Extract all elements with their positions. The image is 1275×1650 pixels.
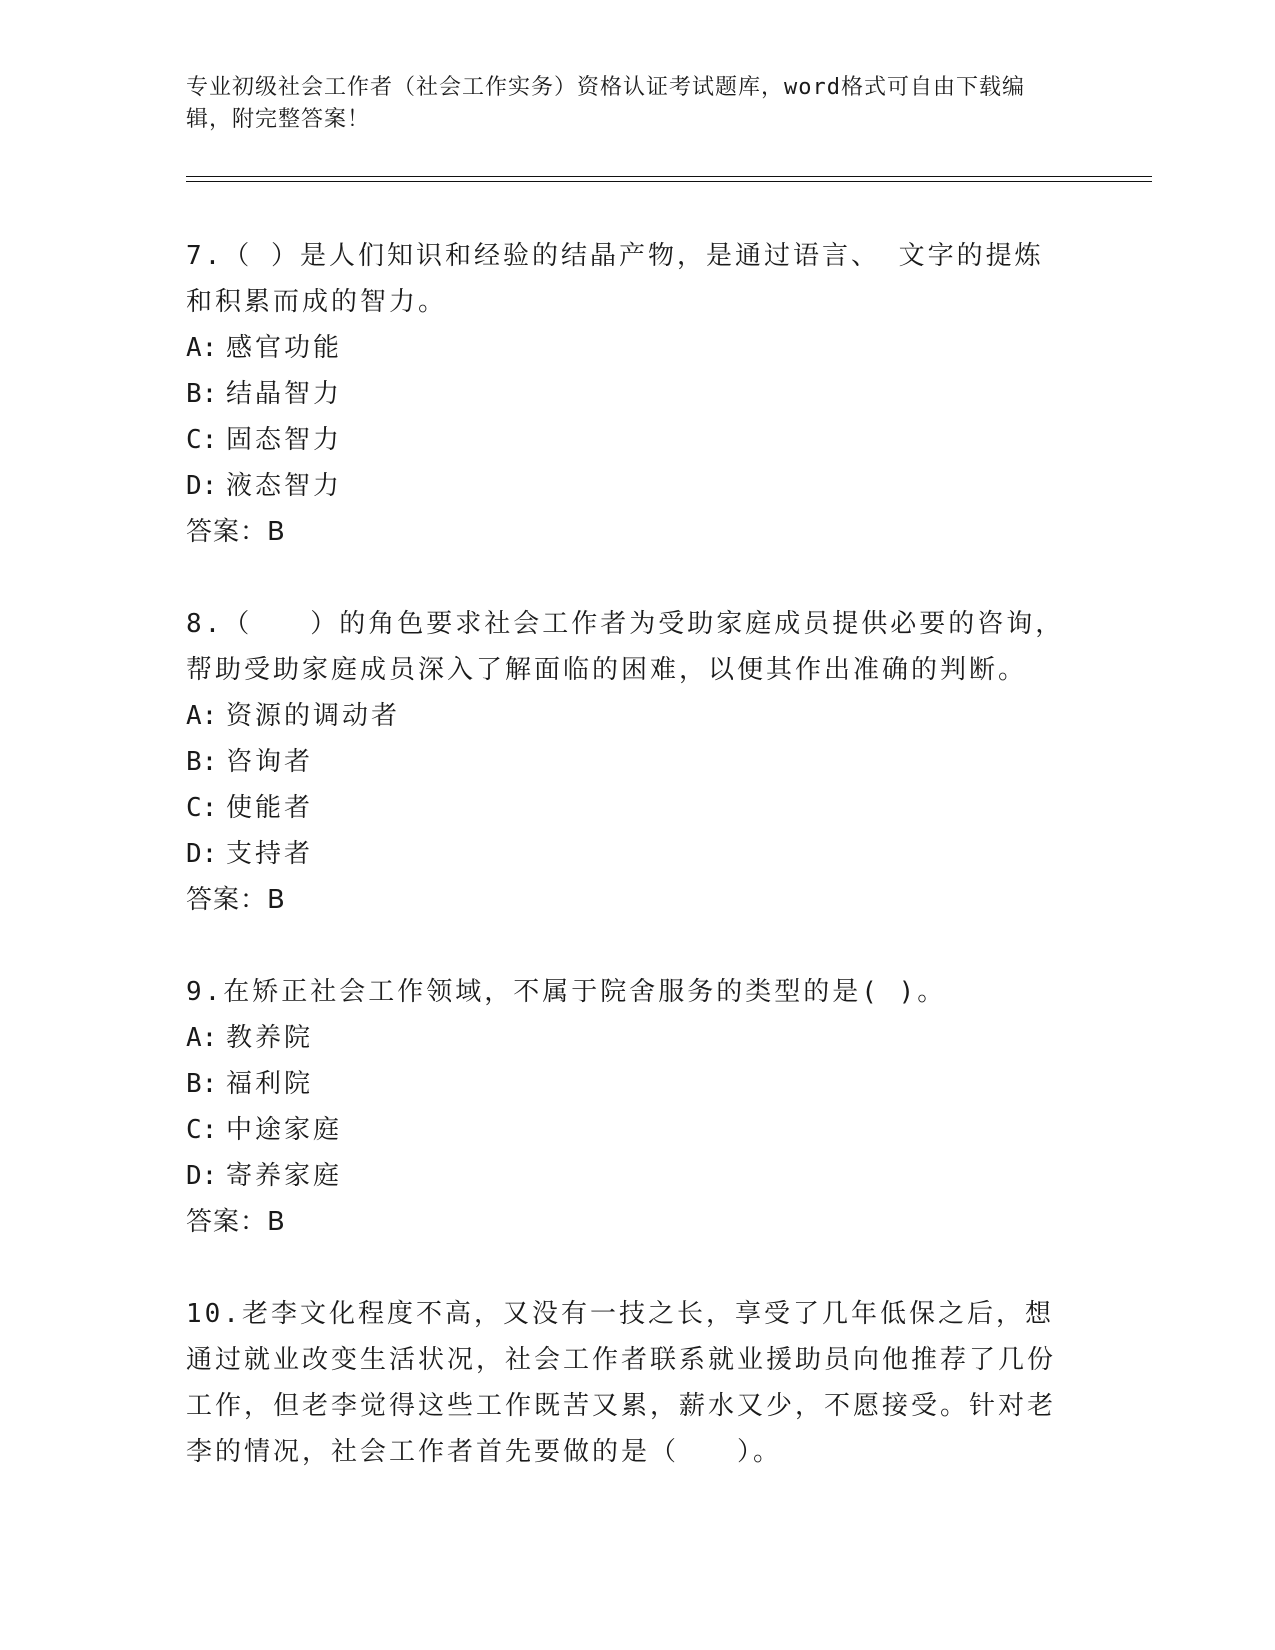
question-stem: 10.老李文化程度不高，又没有一技之长，享受了几年低保之后，想通过就业改变生活状况，社会工作者联系就业援助员向他推荐了几份工作，但老李觉得这些工作既苦又累，薪水又少，不愿接受。针对老李的情况，社会工作者首先要做的是（ ）。 bbox=[186, 1299, 1057, 1467]
option-letter: A: bbox=[186, 1023, 218, 1053]
option-text: 中途家庭 bbox=[226, 1115, 343, 1145]
question-10 bbox=[186, 1291, 1066, 1475]
option-letter: C: bbox=[186, 425, 218, 455]
option-text: 固态智力 bbox=[226, 425, 343, 455]
option-text: 使能者 bbox=[226, 793, 314, 823]
option-letter: A: bbox=[186, 701, 218, 731]
option-c bbox=[186, 785, 1066, 831]
question-stem: 8.（ ）的角色要求社会工作者为受助家庭成员提供必要的咨询，帮助受助家庭成员深入了解面临的困难，以便其作出准确的判断。 bbox=[186, 609, 1065, 685]
option-text: 资源的调动者 bbox=[226, 701, 401, 731]
option-d bbox=[186, 463, 1066, 509]
option-letter: A: bbox=[186, 333, 218, 363]
option-letter: D: bbox=[186, 471, 218, 501]
question-8 bbox=[186, 601, 1066, 969]
option-letter: D: bbox=[186, 839, 218, 869]
question-9 bbox=[186, 969, 1066, 1291]
question-spacer bbox=[186, 1245, 1066, 1291]
question-stem: 7.（ ）是人们知识和经验的结晶产物，是通过语言、 文字的提炼和积累而成的智力。 bbox=[186, 241, 1044, 317]
option-a bbox=[186, 325, 1066, 371]
question-stem: 9.在矫正社会工作领域，不属于院舍服务的类型的是( )。 bbox=[186, 977, 947, 1007]
question-spacer bbox=[186, 555, 1066, 601]
option-b bbox=[186, 1061, 1066, 1107]
option-b bbox=[186, 739, 1066, 785]
option-b bbox=[186, 371, 1066, 417]
answer-line: 答案：B bbox=[186, 517, 286, 547]
answer-line: 答案：B bbox=[186, 1207, 286, 1237]
option-a bbox=[186, 1015, 1066, 1061]
header-rule-bottom bbox=[186, 181, 1152, 182]
option-text: 支持者 bbox=[226, 839, 314, 869]
option-letter: B: bbox=[186, 379, 218, 409]
option-letter: B: bbox=[186, 747, 218, 777]
option-d bbox=[186, 831, 1066, 877]
option-c bbox=[186, 417, 1066, 463]
option-text: 教养院 bbox=[226, 1023, 314, 1053]
question-list bbox=[186, 233, 1066, 1475]
option-text: 寄养家庭 bbox=[226, 1161, 343, 1191]
document-header: 专业初级社会工作者（社会工作实务）资格认证考试题库，word格式可自由下载编辑，附完整答案！ bbox=[186, 75, 1025, 132]
question-spacer bbox=[186, 923, 1066, 969]
option-letter: C: bbox=[186, 1115, 218, 1145]
option-letter: C: bbox=[186, 793, 218, 823]
option-text: 感官功能 bbox=[226, 333, 343, 363]
option-text: 咨询者 bbox=[226, 747, 314, 777]
header-rule-top bbox=[186, 176, 1152, 177]
answer-line: 答案：B bbox=[186, 885, 286, 915]
option-d bbox=[186, 1153, 1066, 1199]
option-c bbox=[186, 1107, 1066, 1153]
option-text: 液态智力 bbox=[226, 471, 343, 501]
option-text: 福利院 bbox=[226, 1069, 314, 1099]
option-a bbox=[186, 693, 1066, 739]
option-letter: B: bbox=[186, 1069, 218, 1099]
question-7 bbox=[186, 233, 1066, 601]
option-text: 结晶智力 bbox=[226, 379, 343, 409]
option-letter: D: bbox=[186, 1161, 218, 1191]
